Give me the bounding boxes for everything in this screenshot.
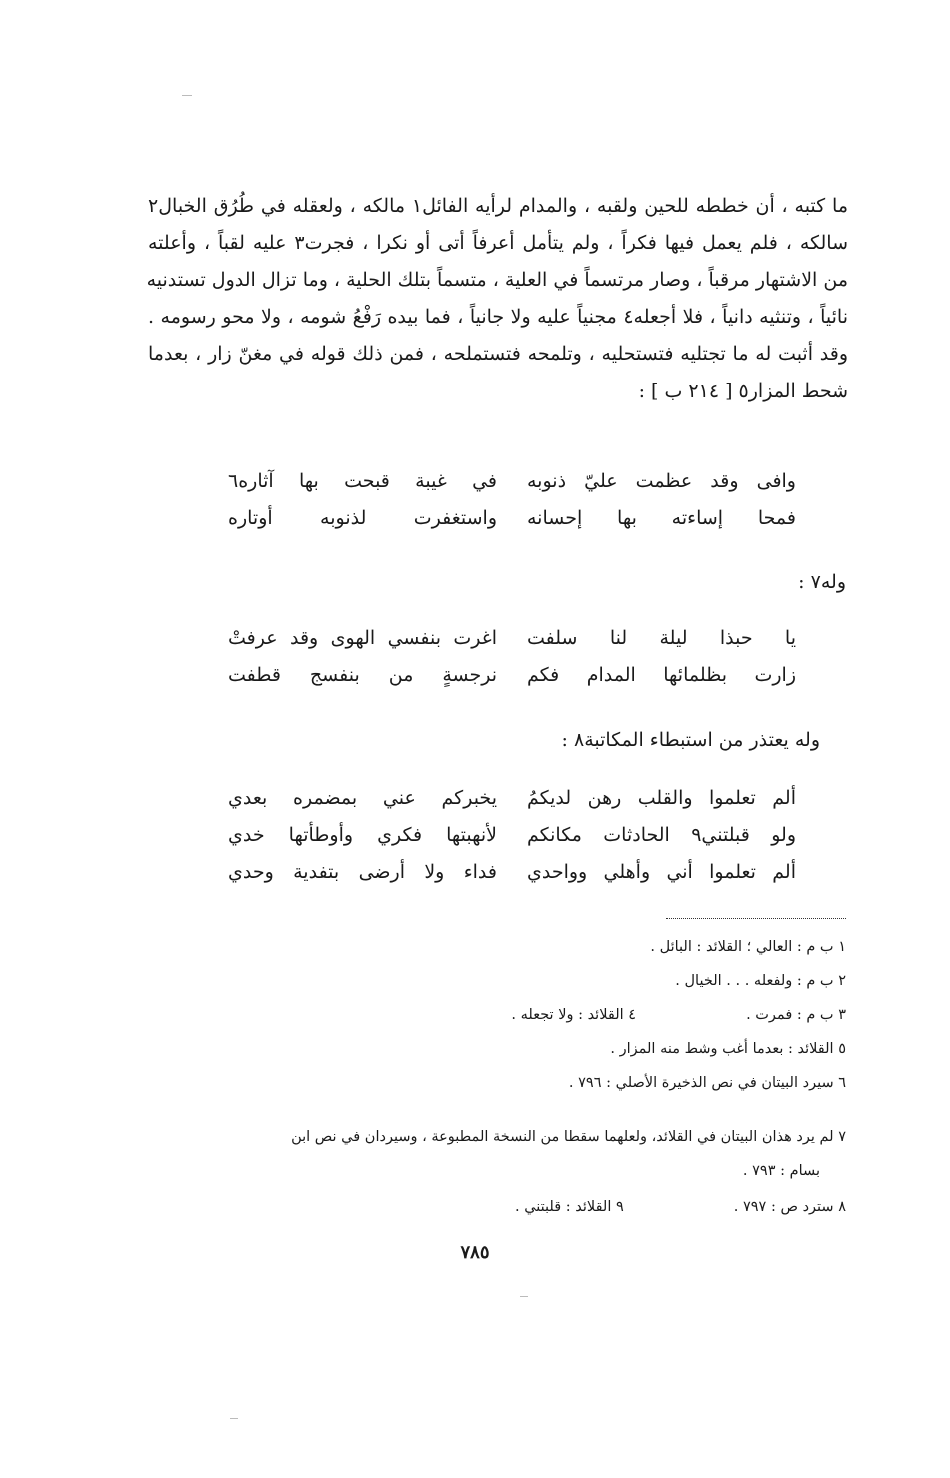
verse-line bbox=[222, 854, 802, 891]
verse-first-hemistich: وافى وقد عظمت عليّ ذنوبه bbox=[527, 470, 796, 492]
footnote: ٧ لم يرد هذان البيتان في القلائد، ولعلهما سقطا من النسخة المطبوعة ، وسيردان في نص ابن bbox=[291, 1129, 846, 1145]
verse-second-hemistich: نرجسةٍ من بنفسج قطفت bbox=[228, 664, 497, 686]
footnote-separator bbox=[666, 918, 846, 919]
verse-second-hemistich: في غيبة قبحت بها آثاره٦ bbox=[228, 470, 497, 492]
poem-3 bbox=[222, 780, 802, 891]
footnote: ١ ب م : العالي ؛ القلائد : البائل . bbox=[650, 939, 846, 955]
scan-mark bbox=[230, 1418, 238, 1419]
verse-second-hemistich: فداء ولا أرضى بتفدية وحدي bbox=[228, 861, 497, 883]
prose-line: سالكه ، فلم يعمل فيها فكراً ، ولم يتأمل أعرفاً أتى أو نكرا ، فجرت٣ عليه لقباً ، وأعلته bbox=[148, 232, 849, 254]
verse-second-hemistich: يخبركم عني بمضمره بعدي bbox=[228, 787, 497, 809]
verse-first-hemistich: ألم تعلموا والقلب رهن لديكمُ bbox=[527, 787, 796, 809]
verse-line bbox=[222, 500, 802, 537]
verse-second-hemistich: لأنهبتها فكري وأوطأتها خدي bbox=[228, 824, 497, 846]
footnote: ٥ القلائد : بعدما أغب وشط منه المزار . bbox=[610, 1041, 846, 1057]
footnote: ٢ ب م : ولفعله . . . الخيال . bbox=[675, 973, 846, 989]
verse-line bbox=[222, 657, 802, 694]
footnote-part: ٩ القلائد : قلبتني . bbox=[515, 1199, 624, 1215]
verse-first-hemistich: يا حبذا ليلة لنا سلفت bbox=[527, 627, 796, 649]
verse-first-hemistich: زارت بظلمائها المدام فكم bbox=[527, 664, 796, 686]
footnote bbox=[181, 998, 846, 1032]
footnote-continuation: بسام : ٧٩٣ . bbox=[742, 1163, 820, 1179]
footnote-part: ٣ ب م : فمرت . bbox=[746, 1007, 846, 1023]
verse-first-hemistich: فمحا إساءته بها إحسانه bbox=[527, 507, 796, 529]
prose-line: وقد أثبت له ما تجتليه فتستحليه ، وتلمحه فتستملحه ، فمن ذلك قوله في مغنّ زار ، بعدما bbox=[148, 343, 848, 365]
poem-2 bbox=[222, 620, 802, 694]
prose-paragraph bbox=[148, 188, 848, 410]
scan-mark bbox=[520, 1296, 528, 1297]
poem-1 bbox=[222, 463, 802, 537]
footnotes bbox=[181, 930, 846, 1100]
verse-line bbox=[222, 620, 802, 657]
prose-line: شحط المزار٥ [ ٢١٤ ب ] : bbox=[638, 380, 848, 402]
page-number: ٧٨٥ bbox=[460, 1242, 490, 1263]
footnote bbox=[181, 1190, 846, 1224]
scan-mark bbox=[182, 95, 192, 96]
footnote: ٦ سيرد البيتان في نص الذخيرة الأصلي : ٧٩٦ . bbox=[568, 1075, 846, 1091]
verse-line bbox=[222, 463, 802, 500]
verse-first-hemistich: ألم تعلموا أني وأهلي وواحدي bbox=[527, 861, 796, 883]
verse-first-hemistich: ولو قبلتني٩ الحادثات مكانكم bbox=[527, 824, 796, 846]
verse-second-hemistich: واستغفرت لذنوبه أوتاره bbox=[228, 507, 497, 529]
prose-line: ما كتبه ، أن خططه للحين ولقبه ، والمدام لرأيه الفائل١ مالكه ، ولعقله في طُرُق الخبال٢ bbox=[148, 195, 848, 217]
verse-line bbox=[222, 817, 802, 854]
prose-line: من الاشتهار مرقباً ، وصار مرتسماً في العلية ، متسماً بتلك الحلية ، وما تزال الدول تستدنيه bbox=[146, 269, 848, 291]
footnote-part: ٤ القلائد : ولا تجعله . bbox=[511, 1007, 637, 1023]
prose-line: نائياً ، وتنثيه دانياً ، فلا أجعله٤ مجنياً عليه ولا جانياً ، فما بيده رَفْعُ شومه ، ولا محو رسومه . bbox=[148, 306, 848, 328]
verse-second-hemistich: اغرت بنفسي الهوى وقد عرفتْ bbox=[228, 627, 497, 649]
footnote-part: ٨ سترد ص : ٧٩٧ . bbox=[733, 1199, 846, 1215]
poem-intro: وله يعتذر من استبطاء المكاتبة٨ : bbox=[561, 729, 820, 751]
verse-line bbox=[222, 780, 802, 817]
poem-intro: وله٧ : bbox=[798, 571, 846, 593]
